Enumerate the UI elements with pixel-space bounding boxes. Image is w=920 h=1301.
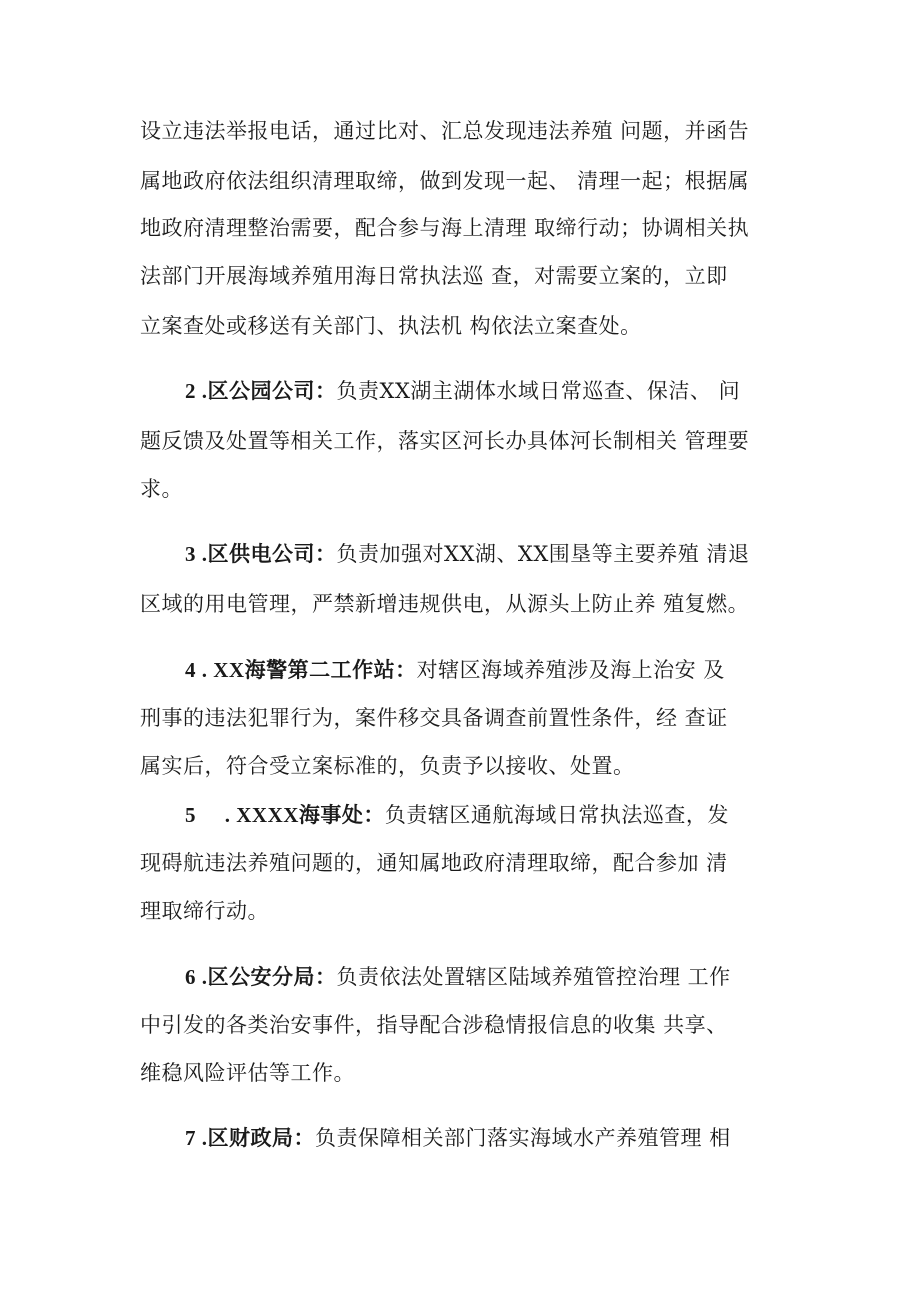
paragraph-line: 地政府清理整治需要，配合参与海上清理 取缔行动；协调相关执 xyxy=(140,216,750,240)
item-4-first-line xyxy=(185,655,790,685)
paragraph-line: 中引发的各类治安事件，指导配合涉稳情报信息的收集 共享、 xyxy=(140,1013,728,1037)
paragraph-line: 属实后，符合受立案标准的，负责予以接收、处置。 xyxy=(140,754,635,778)
paragraph-line: 现碍航违法养殖问题的，通知属地政府清理取缔，配合参加 清 xyxy=(140,851,728,875)
item-3-first-line xyxy=(185,539,790,569)
paragraph-line: 刑事的违法犯罪行为，案件移交具备调查前置性条件，经 查证 xyxy=(140,706,728,730)
item-2-heading: 2 .区公园公司： xyxy=(185,379,337,403)
paragraph-line: 法部门开展海域养殖用海日常执法巡 查，对需要立案的，立即 xyxy=(140,264,728,288)
paragraph-line: 设立违法举报电话，通过比对、汇总发现违法养殖 问题，并函告 xyxy=(140,119,750,143)
item-6-first-line xyxy=(185,962,790,992)
item-2-first-line xyxy=(185,376,790,406)
paragraph-line: 维稳风险评估等工作。 xyxy=(140,1061,355,1085)
paragraph-line: 题反馈及处置等相关工作，落实区河长办具体河长制相关 管理要 xyxy=(140,429,750,453)
item-2-text: 负责XX湖主湖体水域日常巡查、保洁、 问 xyxy=(336,379,741,403)
paragraph-line: 区域的用电管理，严禁新增违规供电，从源头上防止养 殖复燃。 xyxy=(140,592,750,616)
paragraph-line: 立案查处或移送有关部门、执法机 构依法立案查处。 xyxy=(140,314,642,338)
paragraph-line: 理取缔行动。 xyxy=(140,899,269,923)
item-5-text: 负责辖区通航海域日常执法巡查，发 xyxy=(384,803,729,827)
paragraph-line: 属地政府依法组织清理取缔，做到发现一起、 清理一起；根据属 xyxy=(140,169,750,193)
item-3-text: 负责加强对XX湖、XX围垦等主要养殖 清退 xyxy=(336,542,750,566)
item-5-first-line xyxy=(185,800,790,830)
item-7-heading: 7 .区财政局： xyxy=(185,1126,315,1150)
item-5-heading: 5 . XXXX海事处： xyxy=(185,803,385,827)
item-4-text: 对辖区海域养殖涉及海上治安 及 xyxy=(416,658,725,682)
item-6-text: 负责依法处置辖区陆域养殖管控治理 工作 xyxy=(336,965,731,989)
item-7-first-line xyxy=(185,1123,790,1153)
item-6-heading: 6 .区公安分局： xyxy=(185,965,337,989)
paragraph-line: 求。 xyxy=(140,477,183,501)
item-7-text: 负责保障相关部门落实海域水产养殖管理 相 xyxy=(315,1126,731,1150)
item-3-heading: 3 .区供电公司： xyxy=(185,542,337,566)
item-4-heading: 4 . XX海警第二工作站： xyxy=(185,658,417,682)
